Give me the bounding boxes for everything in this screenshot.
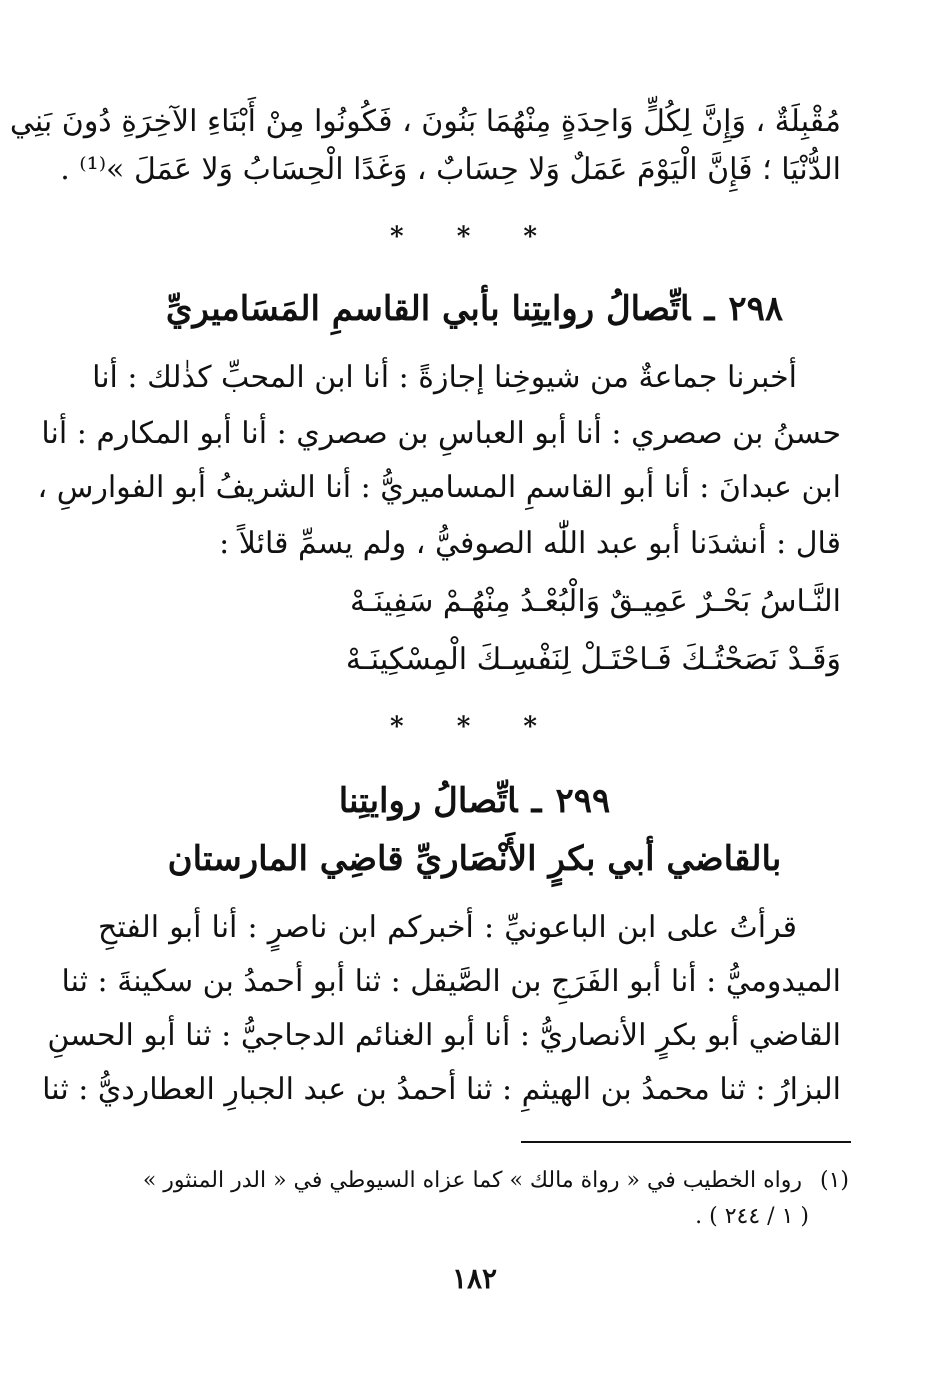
page-number: ١٨٢ [451, 1262, 498, 1295]
poem-verse: وَقَـدْ نَصَحْتُـكَ فَـاحْتَـلْ لِنَفْسِـكَ الْمِسْكِينَـهْ [345, 642, 841, 677]
paragraph-line: مُقْبِلَةٌ ، وَإِنَّ لِكُلٍّ وَاحِدَةٍ مِنْهُمَا بَنُونَ ، فَكُونُوا مِنْ أَبْنَاءِ الآخِرَةِ دُونَ بَنِي [9, 104, 841, 139]
paragraph-line: البزارُ : ثنا محمدُ بن الهيثمِ : ثنا أحمدُ بن عبد الجبارِ العطارديُّ : ثنا [42, 1072, 841, 1107]
paragraph-line: الميدوميُّ : أنا أبو الفَرَجِ بن الصَّيقل : ثنا أبو أحمدُ بن سكينةَ : ثنا [61, 964, 841, 999]
paragraph-line: ابن عبدانَ : أنا أبو القاسمِ المساميريُّ : أنا الشريفُ أبو الفوارسِ ، [37, 470, 841, 505]
paragraph-line: قال : أنشدَنا أبو عبد اللّٰه الصوفيُّ ، ولم يسمِّ قائلاً : [219, 526, 841, 561]
section-heading-299 [0, 776, 949, 826]
paragraph-line: حسنُ بن صصري : أنا أبو العباسِ بن صصري : أنا أبو المكارم : أنا [41, 416, 841, 451]
paragraph-line: قرأتُ على ابن الباعونيِّ : أخبركم ابن ناصرٍ : أنا أبو الفتحِ [98, 910, 797, 945]
section-separator: * * * [390, 222, 559, 252]
heading-dash: ـ [531, 781, 542, 821]
footnote-rule [521, 1141, 851, 1143]
footnote-text: رواه الخطيب في « رواة مالك » كما عزاه السيوطي في « الدر المنثور » [142, 1168, 802, 1193]
footnote-continuation: ( ١ / ٢٤٤ ) . [695, 1204, 809, 1229]
footnote-marker: (١) [819, 1168, 849, 1193]
section-number: ٢٩٨ [728, 289, 784, 329]
section-title: اتِّصالُ روايتِنا بأبي القاسمِ المَسَاميريِّ [165, 289, 691, 329]
poem-verse: النَّـاسُ بَحْـرٌ عَمِيـقٌ وَالْبُعْـدُ مِنْهُـمْ سَفِينَـهْ [350, 584, 841, 619]
section-number: ٢٩٩ [555, 781, 611, 821]
section-title-line2: بالقاضي أبي بكرٍ الأَنْصَاريِّ قاضِي المارستان [167, 839, 782, 879]
paragraph-line: الدُّنْيَا ؛ فَإِنَّ الْيَوْمَ عَمَلٌ وَلا حِسَابٌ ، وَغَدًا الْحِسَابُ وَلا عَمَلَ »⁽¹⁾ . [60, 152, 841, 187]
section-separator: * * * [390, 712, 559, 742]
section-title: اتِّصالُ روايتِنا [338, 781, 518, 821]
paragraph-line: القاضي أبو بكرٍ الأنصاريُّ : أنا أبو الغنائم الدجاجيُّ : ثنا أبو الحسنِ [47, 1018, 841, 1053]
footnote [102, 1164, 849, 1198]
section-heading-298 [0, 284, 949, 334]
paragraph-line: أخبرنا جماعةٌ من شيوخِنا إجازةً : أنا ابن المحبِّ كذٰلك : أنا [92, 360, 797, 395]
heading-dash: ـ [704, 289, 715, 329]
